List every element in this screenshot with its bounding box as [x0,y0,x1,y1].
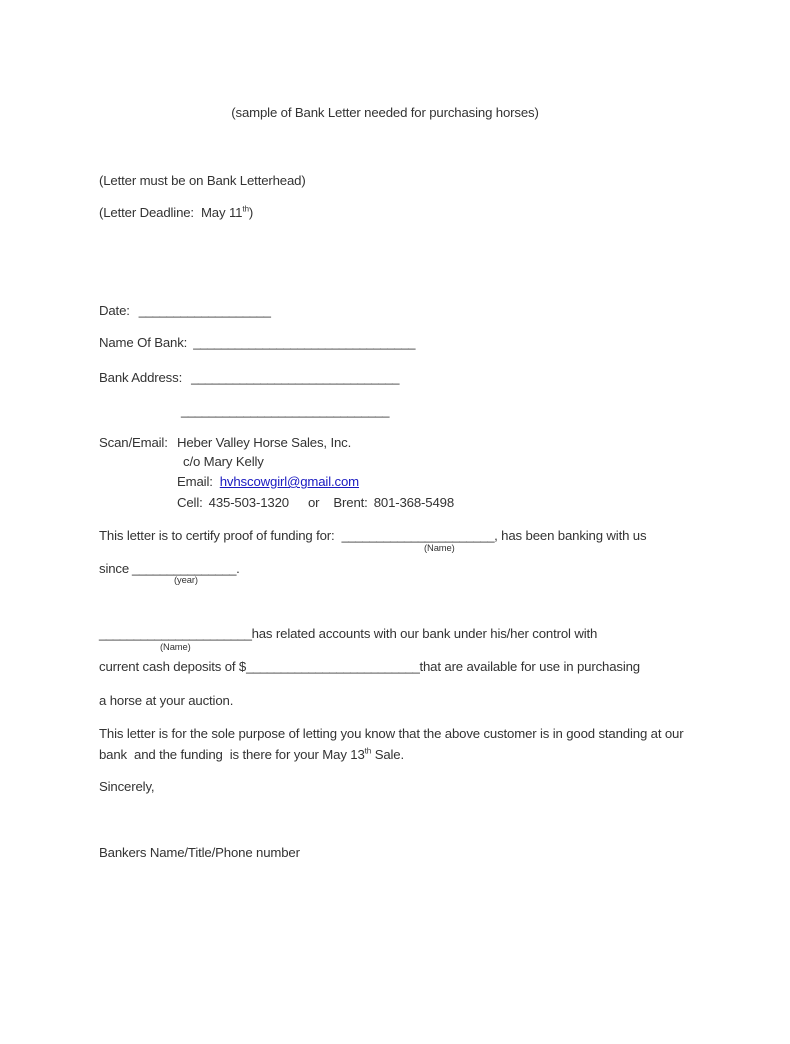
bank-name-field-row [99,334,415,352]
email-row [177,473,359,491]
standing-text-before: bank and the funding is there for your May 13 [99,747,365,762]
standing-ordinal: th [364,746,372,756]
cell-label: Cell: [177,495,203,510]
related-name-blank[interactable]: ______________________ [99,626,252,641]
standing-text-after: Sale. [371,747,405,762]
phone-or-text: or [307,495,320,510]
phone-row [177,494,454,512]
related-accounts-text: has related accounts with our bank under his/her control with [251,626,598,641]
standing-line-2 [99,746,404,764]
certify-name-blank[interactable]: ______________________ [341,528,495,543]
name-sublabel-1: (Name) [424,542,455,553]
brent-label: Brent: [333,495,368,510]
certify-line-1 [99,527,646,545]
letterhead-note: (Letter must be on Bank Letterhead) [99,173,306,188]
certify-text-after: , has been banking with us [494,528,647,543]
cell-number: 435-503-1320 [208,495,289,510]
deadline-prefix: (Letter Deadline: May 11 [99,205,243,220]
certify-text-before: This letter is to certify proof of funding for: [99,528,342,543]
since-text: since [99,561,130,576]
since-year-blank[interactable]: _______________ [132,561,237,576]
document-title-note: (sample of Bank Letter needed for purchasing horses) [231,105,539,120]
deadline-suffix: ) [248,205,254,220]
bank-address-field-row [99,369,399,387]
bank-address-label: Bank Address: [99,370,183,385]
date-field-row [99,302,271,320]
brent-number: 801-368-5498 [373,495,455,510]
bank-address-input-blank-line2[interactable]: ______________________________ [181,403,390,418]
date-label: Date: [99,303,130,318]
auction-line: a horse at your auction. [99,693,234,708]
email-label: Email: [177,474,213,489]
email-link[interactable]: hvhscowgirl@gmail.com [219,474,359,489]
scan-email-label: Scan/Email: [99,435,168,450]
cash-deposits-line [99,658,640,676]
care-of-name: c/o Mary Kelly [183,454,264,469]
letter-deadline-line [99,204,253,222]
deposits-prefix-text: current cash deposits of $ [99,659,247,674]
name-sublabel-2: (Name) [160,641,191,652]
standing-line-1: This letter is for the sole purpose of letting you know that the above customer is in good standing at our [99,726,684,741]
deadline-ordinal: th [242,204,249,214]
bank-name-label: Name Of Bank: [99,335,188,350]
deposits-amount-blank[interactable]: _________________________ [246,659,420,674]
since-period: . [236,561,240,576]
signature-block: Bankers Name/Title/Phone number [99,845,300,860]
closing-salutation: Sincerely, [99,779,155,794]
company-name: Heber Valley Horse Sales, Inc. [177,435,352,450]
year-sublabel: (year) [174,574,198,585]
bank-address-input-blank[interactable]: ______________________________ [191,370,400,385]
deposits-suffix-text: that are available for use in purchasing [419,659,640,674]
date-input-blank[interactable]: ___________________ [138,303,271,318]
bank-name-input-blank[interactable]: ________________________________ [193,335,416,350]
since-line [99,560,240,578]
